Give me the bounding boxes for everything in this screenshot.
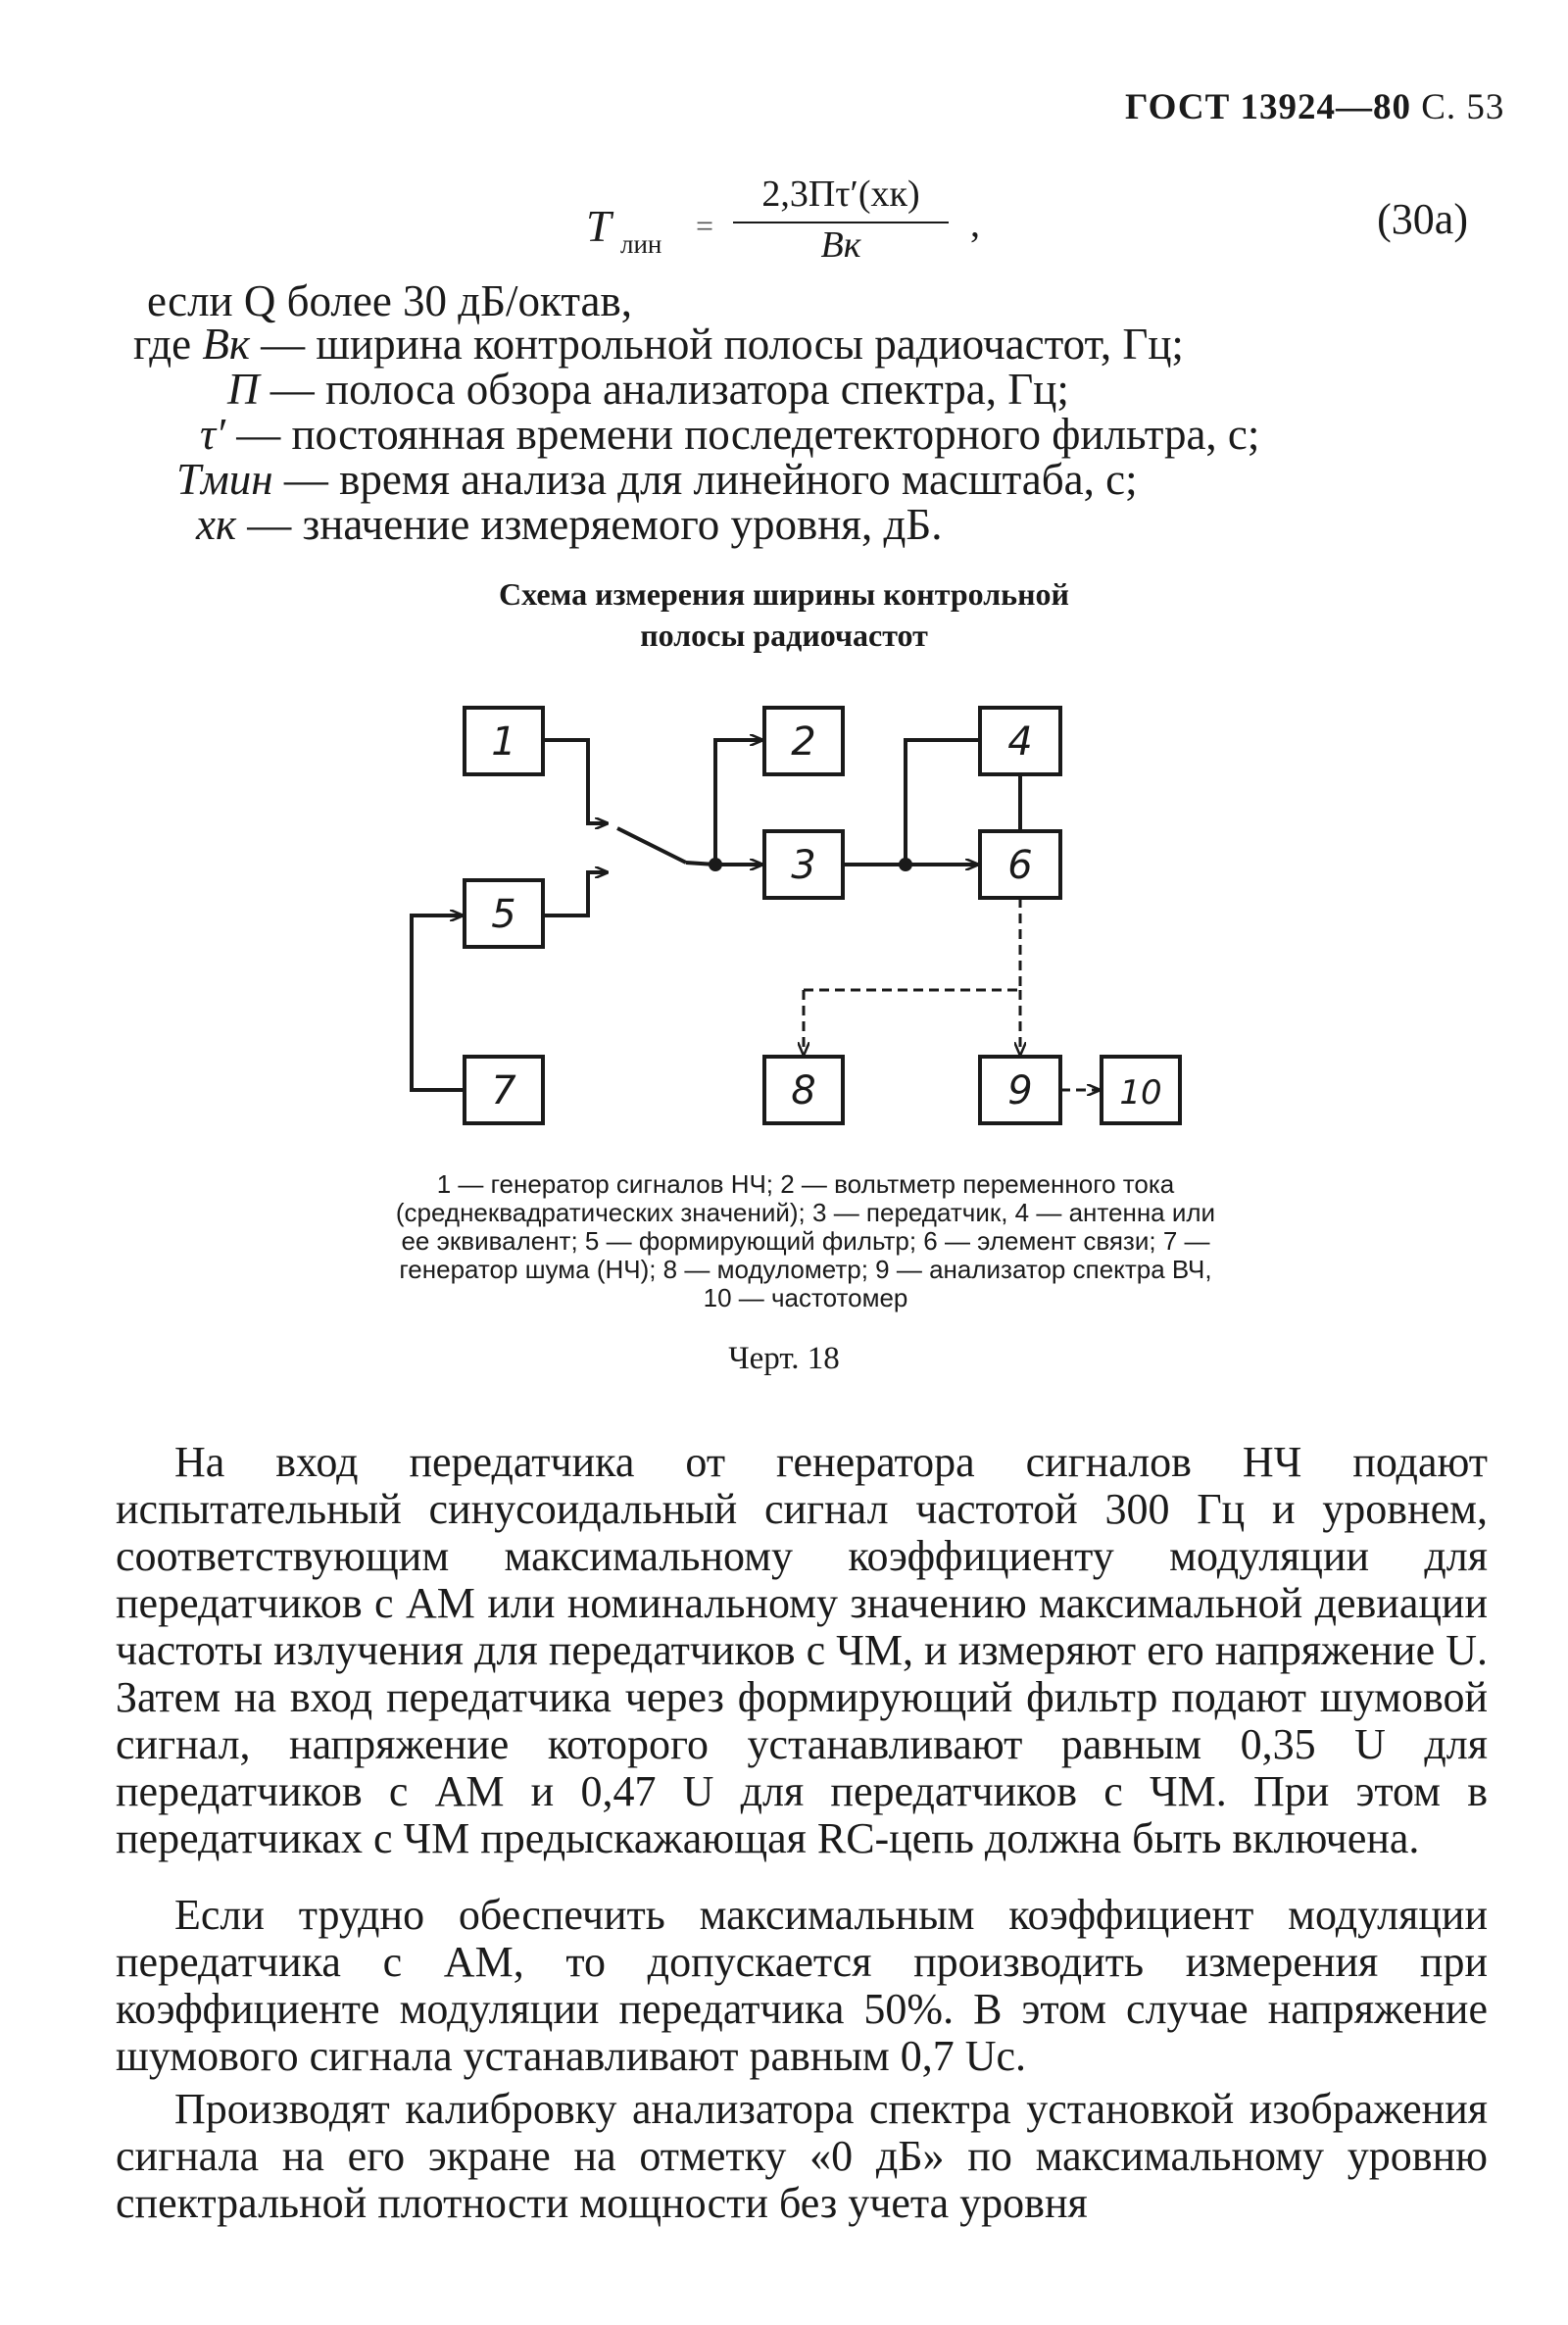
figure-title-line-2: полосы радиочастот (640, 618, 928, 653)
box-1-label: 1 (491, 719, 516, 765)
def-symbol: xк (196, 500, 237, 549)
box-9-label: 9 (1007, 1068, 1033, 1113)
formula-equals: = (696, 208, 714, 243)
wire-5-switch (543, 872, 608, 915)
page-number: С. 53 (1421, 87, 1505, 127)
figure-caption: Черт. 18 (728, 1341, 840, 1376)
box-4-label: 4 (1007, 719, 1033, 765)
junction-node-1 (709, 858, 722, 871)
def-text: — полоса обзора анализатора спектра, Гц; (259, 365, 1069, 414)
wire-7-5 (412, 915, 465, 1090)
def-symbol: Bк (202, 320, 250, 369)
def-symbol: Tмин (176, 455, 273, 504)
figure-title-line-1: Схема измерения ширины контрольной (499, 576, 1069, 612)
formula-lhs-subscript: лин (620, 229, 662, 259)
paragraph-3: Производят калибровку анализатора спектра установкой изображения сигнала на его экране на отметку «0 дБ» по максимальному уровню спектральной плотности мощности без учета уровня (116, 2085, 1488, 2227)
paragraph-2: Если трудно обеспечить максимальным коэффициент модуляции передатчика с АМ, то допускается производить измерения при коэффициенте модуляции передатчика 50%. В этом случае напряжение шумового сигнала устанавливают равным 0,7 Uc. (116, 1891, 1488, 2080)
doc-number: ГОСТ 13924—80 (1125, 87, 1411, 127)
box-10-label: 10 (1119, 1073, 1162, 1113)
box-7-label: 7 (491, 1068, 516, 1113)
junction-node-2 (899, 858, 912, 871)
equation-number: (30а) (1377, 195, 1468, 243)
formula-numerator: 2,3Пτ′(xк) (761, 173, 920, 215)
def-symbol: τ′ (200, 410, 225, 459)
switch-blade (617, 828, 686, 863)
def-text: — ширина контрольной полосы радиочастот, Гц; (249, 320, 1184, 369)
def-text: — значение измеряемого уровня, дБ. (236, 500, 943, 549)
formula-denominator: Bк (820, 224, 861, 266)
def-text: — время анализа для линейного масштаба, с; (272, 455, 1138, 504)
condition-text: если Q более 30 дБ/октав, (147, 276, 632, 325)
figure-legend: 1 — генератор сигналов НЧ; 2 — вольтметр переменного тока (среднеквадратических значений); 3 — передатчик, 4 — антенна или ее эквивалент; 5 — формирующий фильтр; 6 — элемент связи; 7 — генератор шума (НЧ); 8 — модулометр; 9 — анализатор спектра ВЧ, 10 — частотомер (395, 1169, 1216, 1312)
def-symbol: П (227, 365, 260, 414)
box-8-label: 8 (791, 1068, 816, 1113)
paragraph-1: На вход передатчика от генератора сигналов НЧ подают испытательный синусоидальный сигнал частотой 300 Гц и уровнем, соответствующим максимальному коэффициенту модуляции для передатчиков с АМ или номинальному значению максимальной девиации частоты излучения для передатчиков с ЧМ, и измеряют его напряжение U. Затем на вход передатчика через формирующий фильтр подают шумовой сигнал, напряжение которого устанавливают равным 0,35 U для передатчиков с АМ и 0,47 U для передатчиков с ЧМ. При этом в передатчиках с ЧМ предыскажающая RC-цепь должна быть включена. (116, 1438, 1488, 1862)
definition-row: где Bк — ширина контрольной полосы радиочастот, Гц; (133, 320, 1184, 369)
wire-node2-4 (906, 740, 980, 865)
wire-node-2 (715, 740, 762, 865)
box-3-label: 3 (791, 843, 816, 888)
formula-comma: , (970, 201, 980, 245)
box-5-label: 5 (491, 892, 516, 937)
wire-1-switch (543, 740, 608, 823)
box-2-label: 2 (791, 719, 816, 765)
def-text: — постоянная времени последетекторного фильтра, с; (224, 410, 1260, 459)
box-6-label: 6 (1007, 843, 1033, 888)
formula-lhs: T (586, 201, 612, 251)
